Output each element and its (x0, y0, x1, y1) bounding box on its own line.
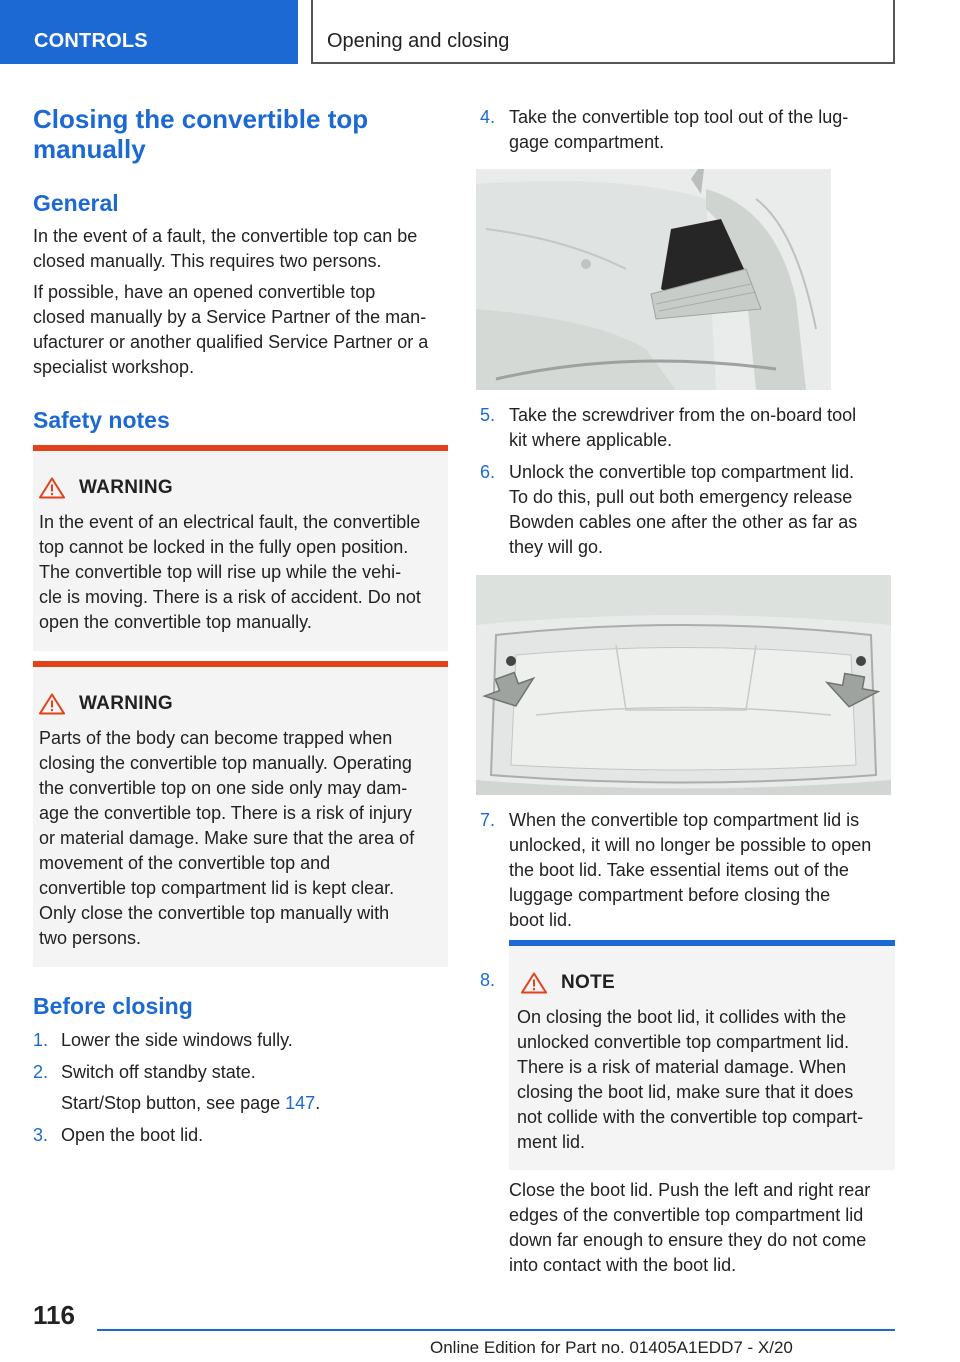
warning-label-2: WARNING (79, 693, 173, 714)
step2-subtext: Start/Stop button, see page 147. (61, 1093, 321, 1113)
edition-text: Online Edition for Part no. 01405A1EDD7 - X/20 (430, 1338, 793, 1357)
step8-paragraph: Close the boot lid. Push the left and right rear edges of the convertible top compartment lid down far enough to ensure they do not come into contact with the boot lid. (509, 1180, 871, 1275)
warning-text-2: Parts of the body can become trapped when closing the convertible top manually. Operating the convertible top on one side only may dam‐ age the convertible top. There is a risk of injury or material damage. Make sure that the area of movement of the convertible top and convertible top compartment lid is kept clear. Only close the convertible top manually with two persons. (39, 728, 415, 948)
section-tab (0, 0, 298, 64)
warning-header-2 (39, 693, 173, 715)
chapter-tab (311, 0, 895, 64)
list-item: 2. Switch off standby state. (33, 1062, 256, 1082)
note-header (521, 972, 615, 994)
note-text: On closing the boot lid, it collides with the unlocked convertible top compartment lid. There is a risk of material damage. When closing the boot lid, make sure that it does not collide with the convertible top compart‐ ment lid. (517, 1007, 864, 1152)
list-item: 4. Take the convertible top tool out of the lug‐ gage compartment. (480, 107, 849, 152)
general-paragraph-2: If possible, have an opened convertible top closed manually by a Service Partner of the man‐ ufacturer or another qualified Service Partner or a specialist workshop. (33, 282, 429, 377)
trunk-release-illustration (476, 575, 891, 795)
safety-heading: Safety notes (33, 407, 170, 433)
warning-triangle-icon (39, 477, 65, 499)
general-paragraph-1: In the event of a fault, the convertible top can be closed manually. This requires two persons. (33, 226, 418, 271)
warning-triangle-icon (521, 972, 547, 994)
list-item: 5. Take the screwdriver from the on-board tool kit where applicable. (480, 405, 857, 450)
list-item: 7. When the convertible top compartment lid is unlocked, it will no longer be possible to open the boot lid. Take essential items out of the luggage compartment before closing the boot lid. (480, 810, 872, 930)
list-item: 3. Open the boot lid. (33, 1125, 204, 1145)
list-item: 6. Unlock the convertible top compartment lid. To do this, pull out both emergency release Bowden cables one after the other as far as they will go. (480, 462, 858, 557)
warning-label-1: WARNING (79, 477, 173, 498)
before-closing-heading: Before closing (33, 993, 193, 1019)
footer-divider (97, 1329, 895, 1331)
list-number: 8. (480, 970, 496, 990)
section-label: CONTROLS (34, 30, 148, 52)
page-title: Closing the convertible top manually (33, 104, 369, 164)
note-label: NOTE (561, 972, 615, 993)
page-number: 116 (33, 1300, 75, 1330)
warning-box-1 (33, 445, 448, 651)
warning-text-1: In the event of an electrical fault, the convertible top cannot be locked in the fully open position. The convertible top will rise up while the vehi‐ cle is moving. There is a risk of accident. Do not open the convertible top manually. (39, 512, 421, 632)
chapter-label: Opening and closing (327, 30, 510, 52)
warning-header-1 (39, 477, 173, 499)
warning-box-2 (33, 661, 448, 967)
general-heading: General (33, 190, 119, 216)
trunk-tool-illustration (476, 169, 831, 390)
list-item: 1. Lower the side windows fully. (33, 1030, 293, 1050)
warning-triangle-icon (39, 693, 65, 715)
note-box (509, 940, 895, 1170)
page-link[interactable]: 147 (285, 1093, 316, 1113)
